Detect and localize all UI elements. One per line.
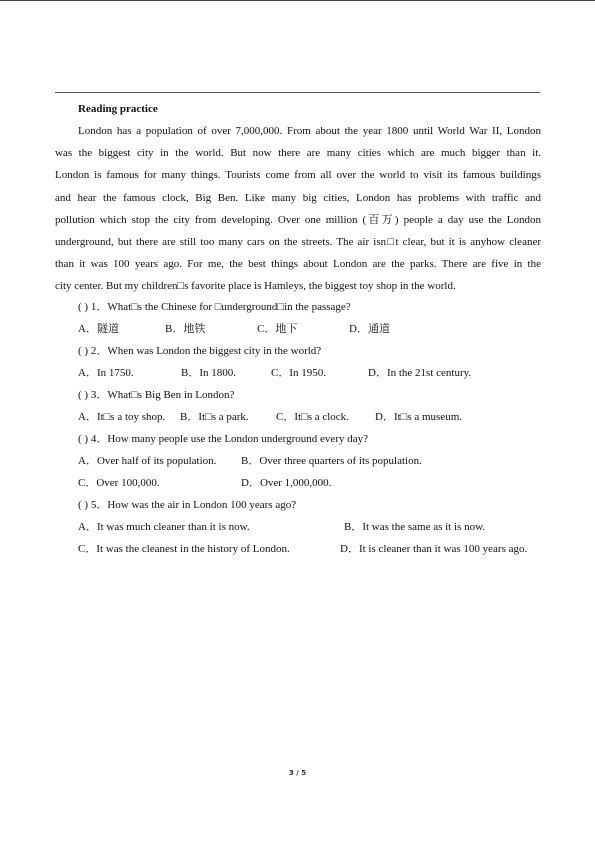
- page-top-border: [0, 0, 595, 1]
- passage-line: than it was 100 years ago. For me, the best things about London are the parks. There are five in the: [55, 258, 541, 271]
- page-number: 3 / 5: [288, 769, 307, 777]
- question-4-option-c: C．Over 100,000.: [78, 477, 160, 489]
- question-3-option-a: A．It□s a toy shop.: [78, 411, 166, 423]
- question-1-stem: ( ) 1．What□s the Chinese for □underground□in the passage?: [78, 301, 351, 313]
- question-5-option-a: A．It was much cleaner than it is now.: [78, 521, 250, 533]
- passage-line: underground, but there are still too many cars on the streets. The air isn□t clear, but it is anyhow cleaner: [55, 235, 541, 248]
- passage-line: pollution which stop the city from developing. Over one million (百万) people a day use the London: [55, 213, 541, 226]
- question-2-option-c: C．In 1950.: [271, 367, 326, 379]
- passage-line: London has a population of over 7,000,000. From about the year 1800 until World War II, London: [78, 125, 541, 137]
- passage-line: city center. But my children□s favorite place is Hamleys, the biggest toy shop in the world.: [55, 280, 456, 293]
- question-5-option-c: C．It was the cleanest in the history of London.: [78, 543, 290, 555]
- question-5-option-b: B．It was the same as it is now.: [344, 521, 486, 533]
- question-3-stem: ( ) 3．What□s Big Ben in London?: [78, 389, 235, 401]
- question-2-option-b: B．In 1800.: [181, 367, 236, 379]
- question-5-stem: ( ) 5．How was the air in London 100 years ago?: [78, 499, 297, 511]
- question-1-option-d: D．通道: [349, 323, 390, 335]
- question-1-option-a: A．隧道: [78, 323, 119, 335]
- question-4-stem: ( ) 4．How many people use the London underground every day?: [78, 433, 368, 445]
- passage-line: was the biggest city in the world. But now there are many cities which are much bigger than it.: [55, 147, 541, 160]
- question-1-option-c: C．地下: [257, 323, 298, 335]
- header-rule: [55, 92, 540, 93]
- question-2-stem: ( ) 2．When was London the biggest city in the world?: [78, 345, 322, 357]
- question-2-option-a: A．In 1750.: [78, 367, 134, 379]
- reading-passage: [55, 120, 541, 298]
- question-4-option-a: A．Over half of its population.: [78, 455, 217, 467]
- passage-line: and hear the famous clock, Big Ben. Like many big cities, London has problems with traffic and: [55, 191, 541, 204]
- question-3-option-d: D．It□s a museum.: [375, 411, 462, 423]
- passage-line: London is famous for many things. Tourists come from all over the world to visit its famous buildings: [55, 169, 541, 182]
- section-heading: Reading practice: [78, 103, 158, 115]
- question-4-option-d: D．Over 1,000,000.: [241, 477, 332, 489]
- question-3-option-b: B．It□s a park.: [180, 411, 249, 423]
- question-5-option-d: D．It is cleaner than it was 100 years ago.: [340, 543, 528, 555]
- question-4-option-b: B．Over three quarters of its population.: [241, 455, 422, 467]
- question-1-option-b: B．地铁: [165, 323, 206, 335]
- question-2-option-d: D．In the 21st century.: [368, 367, 472, 379]
- question-3-option-c: C．It□s a clock.: [276, 411, 349, 423]
